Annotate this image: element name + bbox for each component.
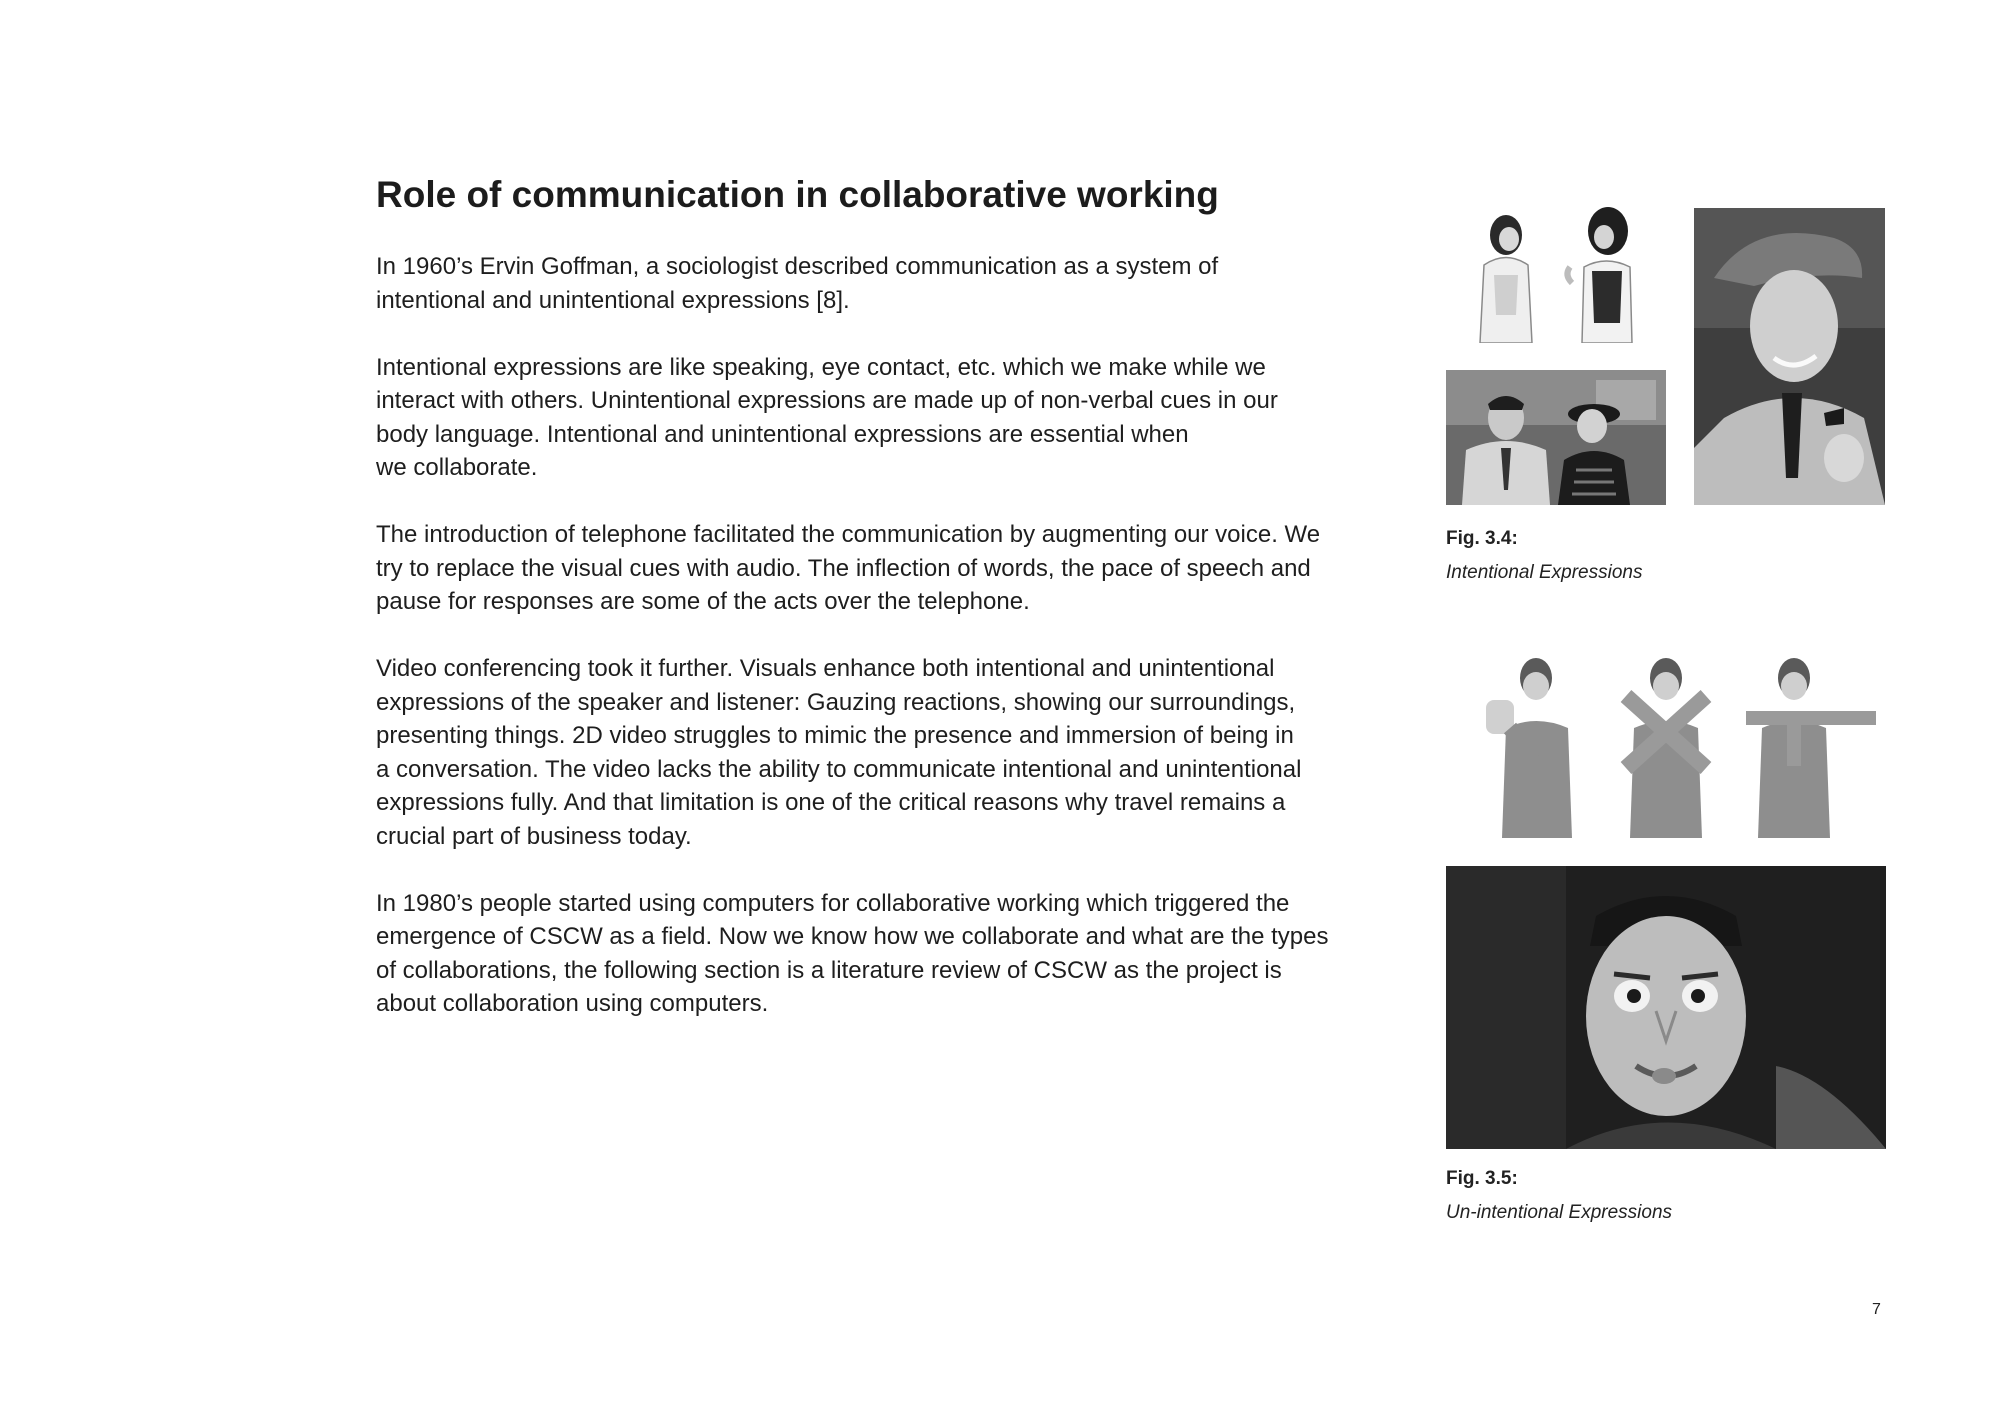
photo-man-in-flat-cap: [1694, 208, 1885, 505]
page-number: 7: [1872, 1301, 1881, 1318]
figure-3-5-title: Un-intentional Expressions: [1446, 1202, 1673, 1223]
photo-two-women-talking: [1446, 205, 1666, 343]
photo-man-and-woman-film: [1446, 370, 1666, 505]
figure-3-4-number: Fig. 3.4:: [1446, 528, 1518, 549]
paragraph-2: Intentional expressions are like speaking, eye contact, etc. which we make while we interact with others. Unintentional expressions are made up of non-verbal cues in our body language. Intentional and unintentional expressions are essential when we collaborate.: [376, 353, 1278, 481]
paragraph-3: The introduction of telephone facilitated the communication by augmenting our voice. We try to replace the visual cues with audio. The inflection of words, the pace of speech and pause for responses are some of the acts over the telephone.: [376, 521, 1321, 615]
figure-3-5-number: Fig. 3.5:: [1446, 1168, 1518, 1189]
paragraph-1: In 1960’s Ervin Goffman, a sociologist described communication as a system of intentional and unintentional expressions [8].: [376, 253, 1219, 314]
paragraph-4: Video conferencing took it further. Visuals enhance both intentional and unintentional expressions of the speaker and listener: Gauzing reactions, showing our surroundings, presenting things. 2D video struggles to mimic the presence and immersion of being in a conversation. The video lacks the ability to communicate intentional and unintentional expressions fully. And that limitation is one of the critical reasons why travel remains a crucial part of business today.: [376, 655, 1302, 850]
body-text: [376, 250, 1356, 1054]
page-heading: Role of communication in collaborative working: [376, 174, 1219, 215]
photo-man-gestures-sequence: [1476, 648, 1886, 844]
figure-3-4-title: Intentional Expressions: [1446, 562, 1643, 583]
paragraph-5: In 1980’s people started using computers for collaborative working which triggered the emergence of CSCW as a field. Now we know how we collaborate and what are the types of collaborations, the following section is a literature review of CSCW as the project is about collaboration using computers.: [376, 889, 1329, 1017]
photo-man-funny-face: [1446, 866, 1886, 1149]
